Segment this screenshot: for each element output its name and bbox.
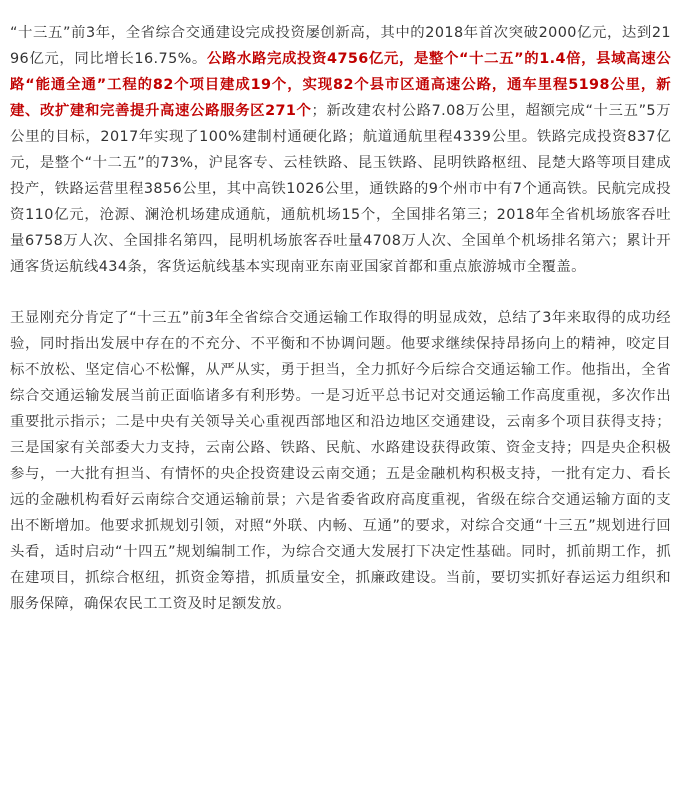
paragraph-rest-text: ；新改建农村公路7.08万公里，超额完成“十三五”5万公里的目标，2017年实现了100%建制村通硬化路；航道通航里程4339公里。铁路完成投资837亿元，是整个“十二五”的73%，沪昆客专、云桂铁路、昆玉铁路、昆明铁路枢纽、昆楚大路等项目建成投产，铁路运营里程3856公里，其中高铁1026公里，通铁路的9个州市中有7个通高铁。民航完成投资110亿元，沧源、澜沧机场建成通航，通航机场15个，全国排名第三；2018年全省机场旅客吞吐量6758万人次、全国排名第四，昆明机场旅客吞吐量4708万人次、全国单个机场排名第六；累计开通客货运航线434条，客货运航线基本实现南亚东南亚国家首都和重点旅游城市全覆盖。 <box>10 103 671 275</box>
paragraph-investment-results <box>10 20 671 280</box>
paragraph-lead-text: “十三五”前3年，全省综合交通建设完成投资屡创新高，其中的2018年首次突破2000亿元，达到2196亿元，同比增长16.75%。 <box>10 25 671 67</box>
paragraph-speech-summary: 王显刚充分肯定了“十三五”前3年全省综合交通运输工作取得的明显成效，总结了3年来取得的成功经验，同时指出发展中存在的不充分、不平衡和不协调问题。他要求继续保持昂扬向上的精神，咬定目标不放松、坚定信心不松懈，从严从实，勇于担当，全力抓好今后综合交通运输工作。他指出，全省综合交通运输发展当前正面临诸多有利形势。一是习近平总书记对交通运输工作高度重视，多次作出重要批示指示；二是中央有关领导关心重视西部地区和沿边地区交通建设，云南多个项目获得支持；三是国家有关部委大力支持，云南公路、铁路、民航、水路建设获得政策、资金支持；四是央企积极参与，一大批有担当、有情怀的央企投资建设云南交通；五是金融机构积极支持，一批有定力、看长远的金融机构看好云南综合交通运输前景；六是省委省政府高度重视，省级在综合交通运输方面的支出不断增加。他要求抓规划引领，对照“外联、内畅、互通”的要求，对综合交通“十三五”规划进行回头看，适时启动“十四五”规划编制工作，为综合交通大发展打下决定性基础。同时，抓前期工作，抓在建项目，抓综合枢纽，抓资金筹措，抓质量安全，抓廉政建设。当前，要切实抓好春运运力组织和服务保障，确保农民工工资及时足额发放。 <box>10 310 671 612</box>
highlighted-text: 公路水路完成投资4756亿元，是整个“十二五”的1.4倍，县域高速公路“能通全通”工程的82个项目建成19个，实现82个县市区通高速公路，通车里程5198公里，新建、改扩建和完善提升高速公路服务区271个 <box>10 51 671 119</box>
